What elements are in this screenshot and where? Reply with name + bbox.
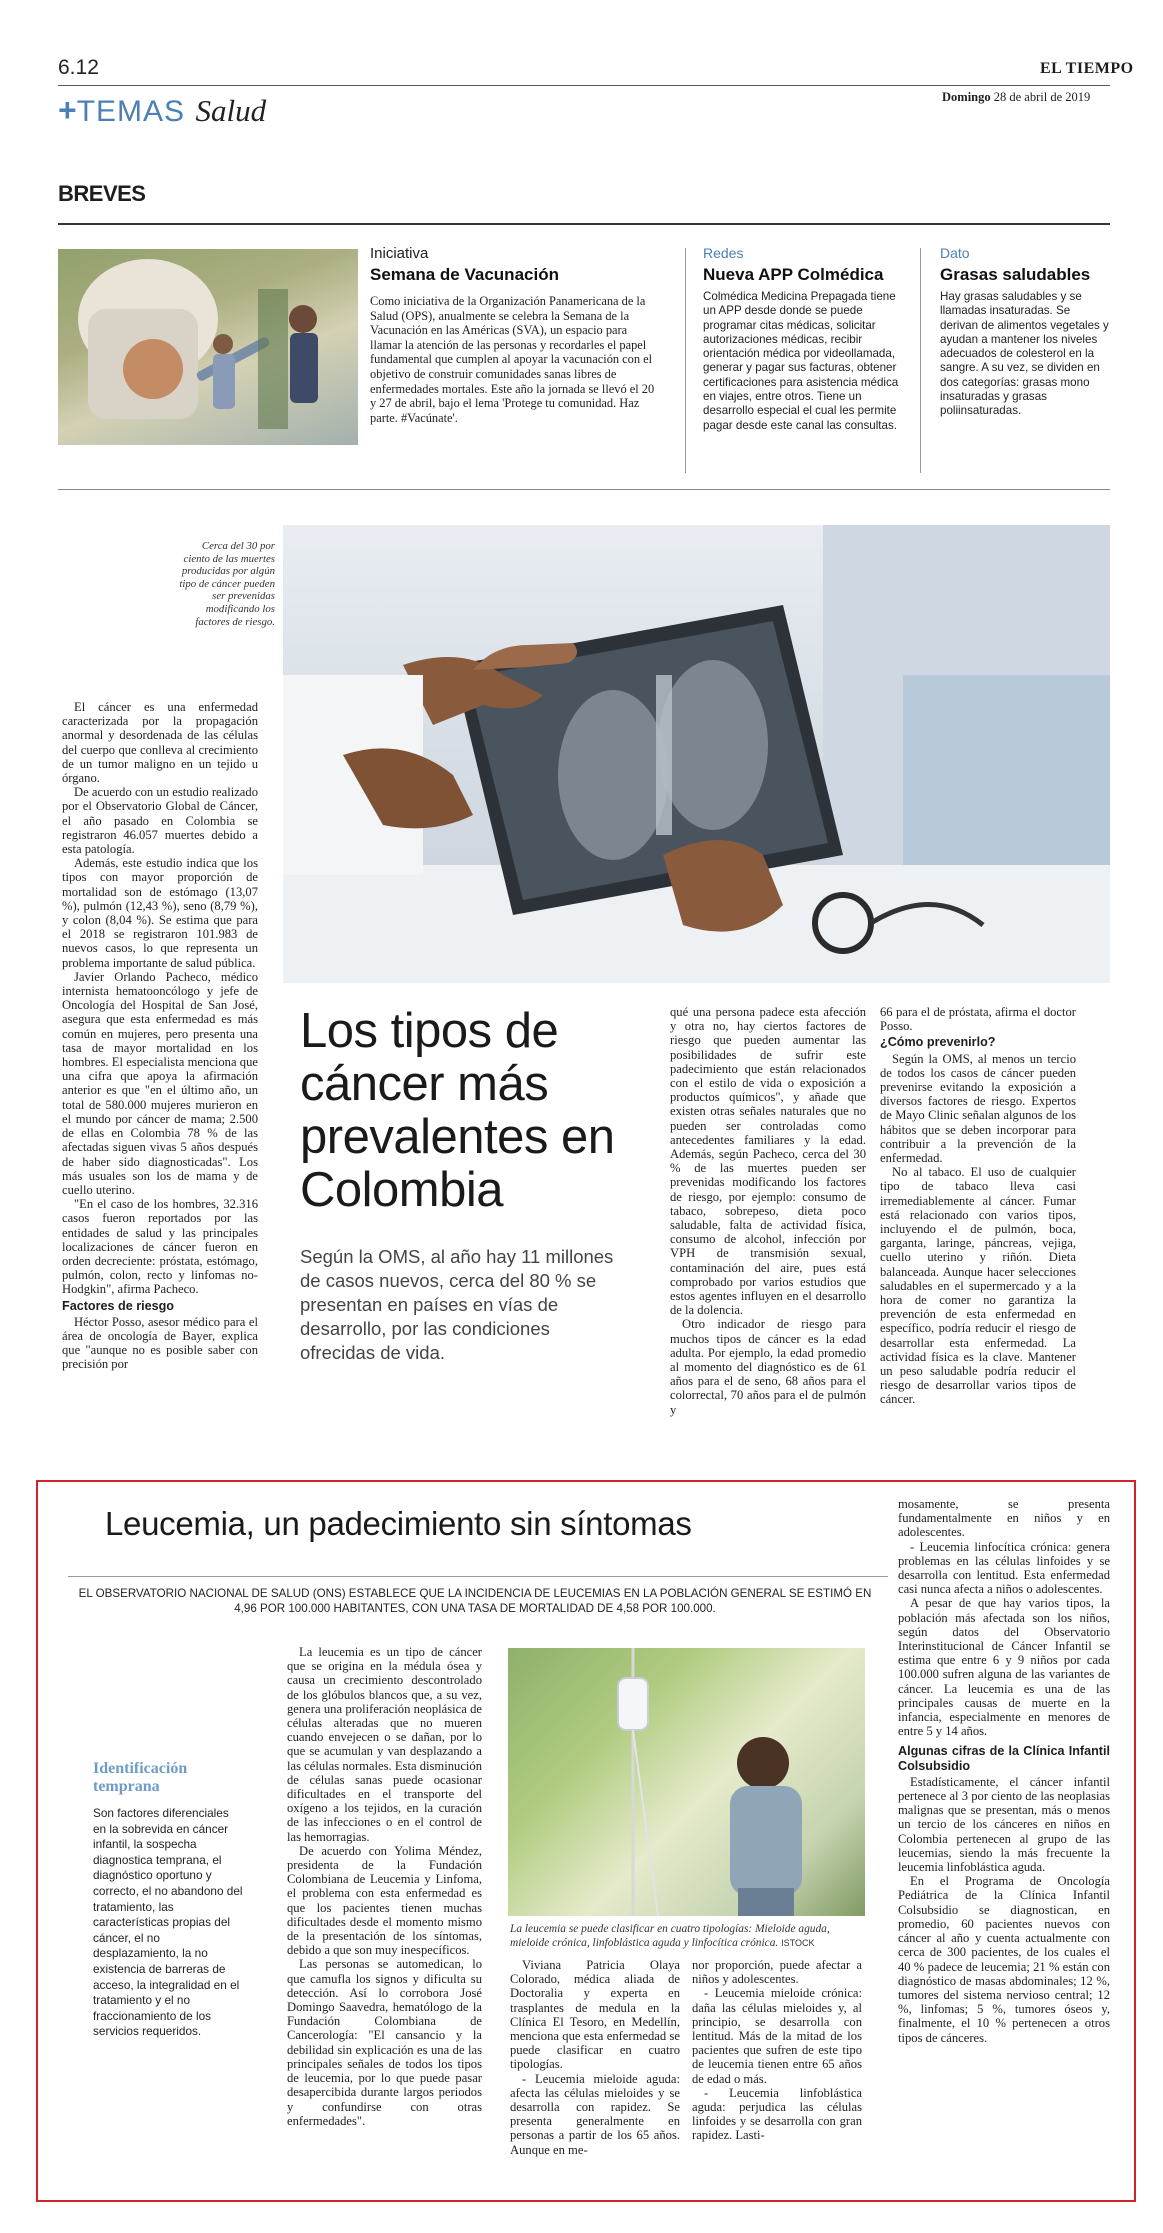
- breve-title: Grasas saludables: [940, 265, 1091, 284]
- leucemia-col-1: [287, 1645, 482, 2128]
- leucemia-photo-caption: [510, 1922, 865, 1950]
- breve-vacunacion: [370, 245, 660, 425]
- main-col-1: [62, 700, 258, 1372]
- breves-bottom-rule: [58, 489, 1110, 490]
- paragraph: - Leucemia linfoblástica aguda: perjudica las células linfoides y se desarrolla con gran rapidez. Lasti-: [692, 2085, 862, 2143]
- leucemia-headline: Leucemia, un padecimiento sin síntomas: [105, 1505, 692, 1542]
- paragraph: Javier Orlando Pacheco, médico internista hematooncólogo y jefe de Oncología del Hospital de San José, asegura que esta enfermedad es más común en mujeres, pero presenta una tasa de mayor mortalidad en los hombres. El especialista menciona que una cifra que apoya la afirmación anterior es que "en el último año, un total de 580.000 mujeres murieron en el mundo por cáncer de mama; 2.500 de ellas en Colombia 78 % de las afectadas siguen vivas 5 años después de haber sido diagnosticadas". Los más usuales son los de mama y de cuello uterino.: [62, 969, 258, 1197]
- breve-body: Como iniciativa de la Organización Panamericana de la Salud (OPS), anualmente se celebra la Semana de la Vacunación en las Américas (SVA), un espacio para llamar la atención de las personas y recordarles el papel fundamental que cumplen al apoyar la vacunación con el objetivo de construir comunidades sanas libres de enfermedades mortales. Este año la jornada se llevó el 20 y 27 de abril, bajo el lema 'Protege tu comunidad. Haz parte. #Vacúnate'.: [370, 294, 655, 425]
- paragraph: A pesar de que hay varios tipos, la población más afectada son los niños, según datos del Observatorio Interinstitucional de Cáncer Infantil se estima que entre 6 y 9 niños por cada 100.000 sufren alguna de las variantes de cáncer. La leucemia es una de las principales causas de muerte en la infancia, especialmente en menores de entre 5 y 14 años.: [898, 1596, 1110, 1739]
- sidebar-title: Identificación temprana: [93, 1760, 188, 1795]
- leucemia-col-2: [510, 1958, 680, 2157]
- breves-rule: [58, 223, 1110, 225]
- paragraph: No al tabaco. El uso de cualquier tipo de tabaco lleva casi irremediablemente al cáncer. Fumar está relacionado con varios tipos, incluyendo el de pulmón, boca, garganta, laringe, páncreas, vejiga, cuello uterino y riñón. Dieta balanceada. Aunque hacer selecciones saludables en el supermercado y a la hora de comer no garantiza la prevención de esta enfermedad en específico, podría reducir el riesgo de desarrollar esta enfermedad. La actividad física es la clave. Mantener un peso saludable podría reducir el riesgo de desarrollar varios tipos de cáncer.: [880, 1165, 1076, 1407]
- breve-colmedica: [703, 245, 903, 433]
- paragraph: qué una persona padece esta afección y otra no, hay ciertos factores de riesgo que pueden aumentar las posibilidades de sufrir este padecimiento que están relacionados con el estilo de vida o exposición a productos químicos", y añade que existen otras señales naturales que no pueden ser controladas como antecedentes familiares y la edad. Además, según Pacheco, cerca del 30 % de las muertes pueden ser prevenidas modificando los factores de riesgo, por ejemplo: consumo de tabaco, sobrepeso, dieta poco saludable, falta de actividad física, consumo de alcohol, infección por VPH de transmisión sexual, contaminación del aire, pues está comprobado por varios estudios que estos agentes influyen en el desarrollo de la dolencia.: [670, 1005, 866, 1318]
- xray-photo: [283, 525, 1110, 983]
- breve-body: Hay grasas saludables y se llamadas insaturadas. Se derivan de alimentos vegetales y ayudan a mantener los niveles adecuados de colesterol en la sangre. A su vez, se dividen en dos categorías: grasas mono insaturadas y grasas poliinsaturadas.: [940, 290, 1109, 418]
- paragraph: La leucemia es un tipo de cáncer que se origina en la médula ósea y causa un crecimiento descontrolado de los glóbulos blancos que, a su vez, genera una proliferación neoplásica de células alteradas que no mueren cuando envejecen o se dañan, por lo que se acumulan y van desplazando a las células normales. Esta disminución de células sanas puede ocasionar dificultades en el transporte del oxígeno a los tejidos, en la curación de las infecciones o en el control de las hemorragias.: [287, 1645, 482, 1844]
- main-deck: Según la OMS, al año hay 11 millones de casos nuevos, cerca del 80 % se presentan en países en vías de desarrollo, por las condiciones ofrecidas de vida.: [300, 1246, 614, 1363]
- breves-label: BREVES: [58, 181, 146, 206]
- photo-credit: ISTOCK: [781, 1938, 815, 1948]
- paragraph: Además, este estudio indica que los tipos con mayor proporción de mortalidad son de estómago (13,07 %), pulmón (12,43 %), seno (8,79 %), y colon (8,04 %). Se estima que para el 2018 se registraron 101.983 de nuevos casos, lo que representa un problema importante de salud pública.: [62, 856, 258, 970]
- main-col-4: [880, 1005, 1076, 1407]
- subhead-factores: Factores de riesgo: [62, 1298, 174, 1313]
- breve-kicker: Iniciativa: [370, 245, 429, 262]
- leukemia-child-photo: [508, 1648, 865, 1916]
- main-photo-caption: Cerca del 30 por ciento de las muertes producidas por algún tipo de cáncer pueden ser prevenidas modificando los factores de riesgo.: [179, 540, 275, 628]
- issue-date: [942, 90, 1090, 105]
- section-prefix: +: [58, 92, 77, 128]
- breves-divider-1: [685, 248, 686, 473]
- paragraph: De acuerdo con Yolima Méndez, presidenta de la Fundación Colombiana de Leucemia y Linfoma, el problema con esta enfermedad es que los pacientes tienen muchas dificultades desde el momento mismo de la presentación de los síntomas, debido a que son muy inespecíficos.: [287, 1843, 482, 1958]
- section-name: TEMAS: [76, 95, 186, 128]
- paragraph: De acuerdo con un estudio realizado por el Observatorio Global de Cáncer, el año pasado en Colombia se registraron 46.057 muertes debido a esta patología.: [62, 785, 258, 857]
- subhead-colsubsidio: Algunas cifras de la Clínica Infantil Colsubsidio: [898, 1744, 1110, 1773]
- paragraph: Las personas se automedican, lo que camufla los signos y dificulta su detección. Así lo corrobora José Domingo Saavedra, hematólogo de la Fundación Colombiana de Cancerología: "El cansancio y la debilidad sin explicación es una de las principales señales de todos los tipos de leucemia, por lo que puede pasar desapercibida durante largos periodos y confundirse con otras enfermedades".: [287, 1957, 482, 2128]
- breves-divider-2: [920, 248, 921, 473]
- paragraph: nor proporción, puede afectar a niños y adolescentes.: [692, 1958, 862, 1987]
- paragraph: Estadísticamente, el cáncer infantil pertenece al 3 por ciento de las neoplasias malignas que se presentan, más o menos un tercio de los cánceres en niños en Colombia pertenecen al grupo de las leucemias, siendo la más frecuente la leucemia linfoblástica aguda.: [898, 1774, 1110, 1875]
- caption-text: La leucemia se puede clasificar en cuatro tipologías: Mieloide aguda, mieloide crónica, linfoblástica aguda y linfocítica crónica.: [510, 1923, 830, 1949]
- paragraph: - Leucemia linfocítica crónica: genera problemas en las células linfoides y se desarrolla con lentitud. Esta enfermedad casi nunca afecta a niños o adolescentes.: [898, 1539, 1110, 1597]
- main-headline: Los tipos de cáncer más prevalentes en Colombia: [300, 1004, 615, 1217]
- paragraph: - Leucemia mieloide aguda: afecta las células mieloides y se desarrolla con rapidez. Se presenta generalmente en personas a partir de los 65 años. Aunque en me-: [510, 2071, 680, 2157]
- leucemia-col-4: [898, 1497, 1110, 2045]
- date-day: Domingo: [942, 90, 991, 104]
- sidebar-body: Son factores diferenciales en la sobrevida en cáncer infantil, la sospecha diagnostica temprana, el diagnóstico oportuno y correcto, el no abandono del tratamiento, las características propias del cáncer, el no desplazamiento, la no existencia de barreras de acceso, la integralidad en el tratamiento y el no fraccionamiento de los servicios requeridos.: [93, 1806, 243, 2039]
- paragraph: mosamente, se presenta fundamentalmente en niños y en adolescentes.: [898, 1497, 1110, 1540]
- header-rule: [58, 85, 1110, 86]
- paragraph: Héctor Posso, asesor médico para el área de oncología de Bayer, explica que "aunque no es posible saber con precisión por: [62, 1314, 258, 1372]
- leucemia-col-3: [692, 1958, 862, 2143]
- paragraph: El cáncer es una enfermedad caracterizada por la propagación anormal y desordenada de las células del cuerpo que conlleva al crecimiento de un tumor maligno en un tejido u órgano.: [62, 700, 258, 786]
- subhead-prevenir: ¿Cómo prevenirlo?: [880, 1035, 996, 1050]
- paragraph: - Leucemia mieloide crónica: daña las células mieloides y, al principio, se desarrolla con lentitud. Más de la mitad de los pacientes que sufren de este tipo de leucemia tienen entre 65 años de edad o más.: [692, 1986, 862, 2086]
- breve-kicker: Redes: [703, 245, 744, 261]
- breve-grasas: [940, 245, 1110, 419]
- date-rest: 28 de abril de 2019: [993, 90, 1091, 104]
- paragraph: Según la OMS, al menos un tercio de todos los casos de cáncer pueden prevenirse evitando la exposición a diversos factores de riesgo. Expertos de Mayo Clinic señalan algunos de los hábitos que se deben incorporar para contribuir a la prevención de la enfermedad.: [880, 1051, 1076, 1166]
- newspaper-name: EL TIEMPO: [1040, 60, 1134, 77]
- breve-kicker: Dato: [940, 245, 970, 261]
- main-col-3: [670, 1005, 866, 1417]
- paragraph: Otro indicador de riesgo para muchos tipos de cáncer es la edad adulta. Por ejemplo, la edad promedio al momento del diagnóstico es de 61 años para el de seno, 68 años para el colorrectal, 70 años para el de pulmón y: [670, 1317, 866, 1417]
- breve-title: Nueva APP Colmédica: [703, 265, 884, 284]
- breve-body: Colmédica Medicina Prepagada tiene un APP desde donde se puede programar citas médicas, solicitar autorizaciones médicas, recibir orientación médica por videollamada, generar y pagar sus facturas, obtener certificaciones para asistencia médica en viajes, entre otros. Tiene un desarrollo especial el cual les permite pagar desde este canal las consultas.: [703, 290, 899, 432]
- sidebar-identificacion: [93, 1760, 243, 2040]
- vaccination-photo: [58, 249, 358, 445]
- paragraph: 66 para el de próstata, afirma el doctor Posso.: [880, 1005, 1076, 1034]
- section-title: [58, 92, 266, 129]
- paragraph: Viviana Patricia Olaya Colorado, médica aliada de Doctoralia y experta en trasplantes de medula en la Clínica El Tesoro, en Medellín, menciona que esta enfermedad se puede clasificar en cuatro tipologías.: [510, 1958, 680, 2072]
- section-topic: Salud: [195, 93, 267, 128]
- leucemia-head-rule: [68, 1576, 888, 1577]
- breve-title: Semana de Vacunación: [370, 265, 559, 284]
- paragraph: "En el caso de los hombres, 32.316 casos fueron reportados por las entidades de salud y las principales localizaciones de cáncer fueron en orden decreciente: próstata, estómago, pulmón, colon, recto y linfomas no-Hodgkin", afirma Pacheco.: [62, 1197, 258, 1297]
- paragraph: En el Programa de Oncología Pediátrica de la Clínica Infantil Colsubsidio se diagnostican, en promedio, 60 pacientes nuevos con cáncer al año y cuenta actualmente con cerca de 300 pacientes, de los cuales el 40 % padece de leucemia; 21 % están con diagnóstico de masas abdominales; 12 %, tumores del sistema nervioso central; 12 %, linfomas; 5 %, tumores óseos y, finalmente, el 10 % pertenecen a otros tipos de cánceres.: [898, 1874, 1110, 2045]
- leucemia-deck: EL OBSERVATORIO NACIONAL DE SALUD (ONS) ESTABLECE QUE LA INCIDENCIA DE LEUCEMIAS EN LA POBLACIÓN GENERAL SE ESTIMÓ EN 4,96 POR 100.000 HABITANTES, CON UNA TASA DE MORTALIDAD DE 4,58 POR 100.000.: [78, 1587, 872, 1615]
- page-number: 6.12: [58, 56, 99, 79]
